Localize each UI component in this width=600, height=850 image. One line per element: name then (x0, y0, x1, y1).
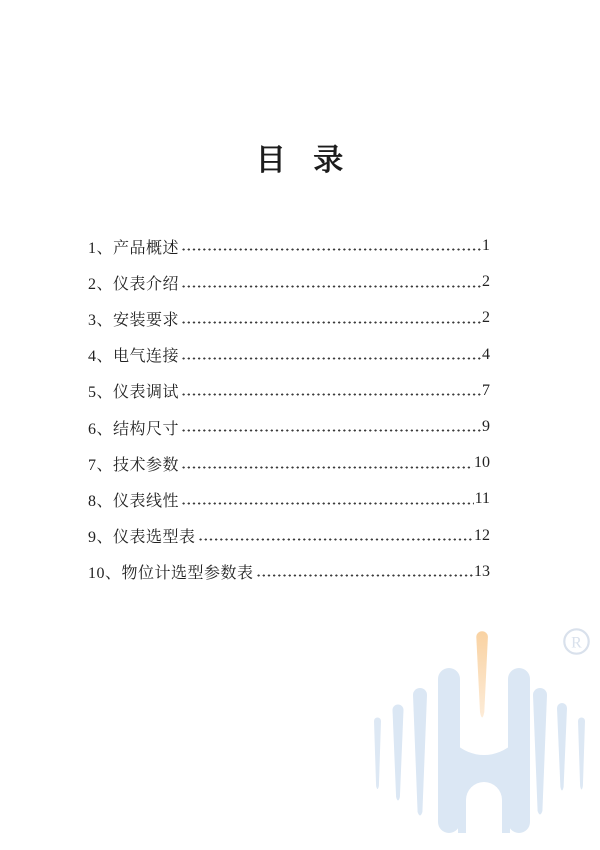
toc-page-number: 11 (474, 490, 490, 508)
toc-page-number: 13 (474, 562, 490, 580)
toc-entry (88, 300, 490, 336)
dot-leader (181, 422, 481, 433)
toc-page-number: 7 (482, 381, 490, 399)
toc-page-number: 10 (474, 454, 490, 472)
toc-entry-label: 1、产品概述 (88, 239, 180, 257)
page-title: 目 录 (255, 144, 345, 177)
dot-leader (181, 241, 481, 252)
registered-trademark-icon (564, 629, 588, 653)
toc-page-number: 2 (482, 273, 490, 291)
dot-leader (181, 277, 481, 288)
toc-entry (88, 337, 490, 373)
dot-leader (256, 566, 473, 577)
toc-entry-label: 8、仪表线性 (88, 492, 180, 510)
dot-leader (181, 385, 481, 396)
brand-watermark-logo (362, 616, 600, 850)
toc-entry-label: 4、电气连接 (88, 348, 180, 366)
toc-entry (88, 264, 490, 300)
table-of-contents (88, 228, 490, 590)
dot-leader (181, 458, 473, 469)
toc-entry (88, 228, 490, 264)
toc-entry-label: 5、仪表调试 (88, 384, 180, 402)
toc-page-number: 4 (482, 345, 490, 363)
dot-leader (198, 530, 473, 541)
toc-page-number: 9 (482, 418, 490, 436)
watermark-wave-bars-left (374, 688, 427, 816)
toc-entry-label: 9、仪表选型表 (88, 529, 196, 547)
watermark-wave-bars-right (533, 688, 585, 815)
toc-entry (88, 409, 490, 445)
svg-text:R: R (571, 634, 582, 652)
toc-entry (88, 481, 490, 517)
toc-entry (88, 518, 490, 554)
toc-entry-label: 3、安装要求 (88, 311, 180, 329)
toc-entry-label: 2、仪表介绍 (88, 275, 180, 293)
toc-entry (88, 445, 490, 481)
dot-leader (181, 494, 474, 505)
toc-entry-label: 7、技术参数 (88, 456, 180, 474)
dot-leader (181, 313, 481, 324)
toc-page-number: 12 (474, 526, 490, 544)
toc-entry (88, 373, 490, 409)
toc-entry-label: 6、结构尺寸 (88, 420, 180, 438)
toc-entry (88, 554, 490, 590)
toc-page-number: 1 (482, 237, 490, 255)
dot-leader (181, 349, 481, 360)
toc-page-number: 2 (482, 309, 490, 327)
toc-entry-label: 10、物位计选型参数表 (88, 565, 254, 583)
